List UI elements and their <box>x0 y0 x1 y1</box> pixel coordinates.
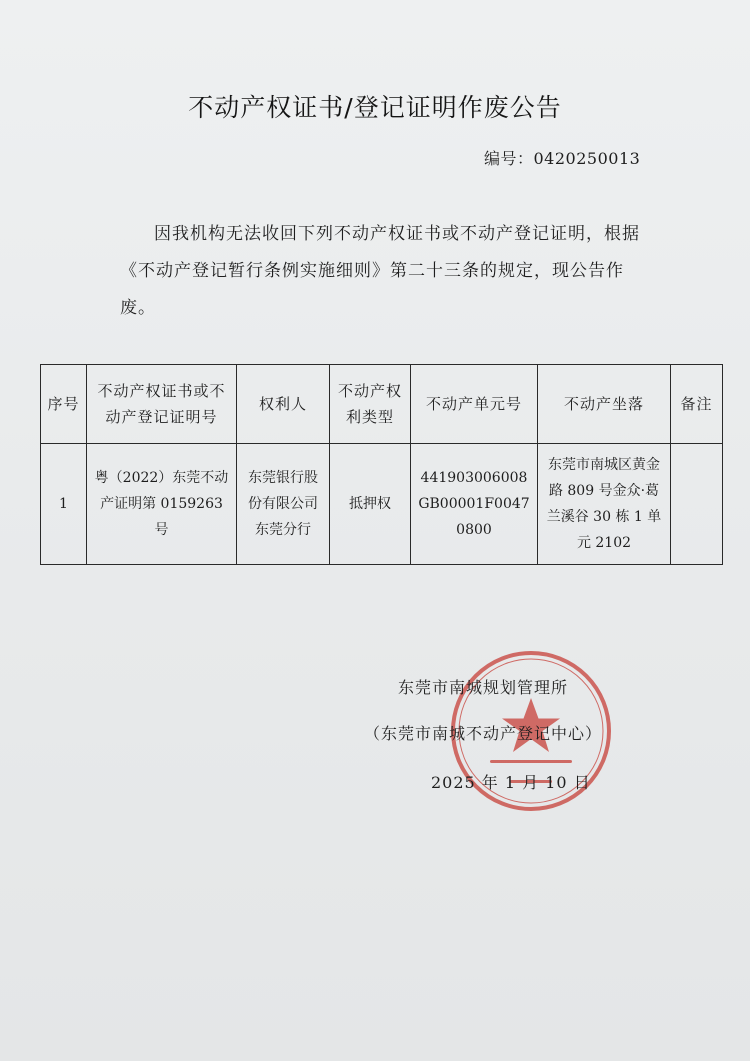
cell-holder: 东莞银行股份有限公司东莞分行 <box>237 444 330 565</box>
document-number: 编号：0420250013 <box>484 149 641 168</box>
records-table <box>40 364 723 565</box>
issuing-organization: 东莞市南城规划管理所 <box>398 678 569 697</box>
cell-unit-no: 441903006008GB00001F00470800 <box>411 444 538 565</box>
page-title: 不动产权证书/登记证明作废公告 <box>188 93 562 122</box>
registration-center: （东莞市南城不动产登记中心） <box>364 724 603 743</box>
header-cert-no: 不动产权证书或不动产登记证明号 <box>87 365 237 444</box>
header-unit-no: 不动产单元号 <box>411 365 538 444</box>
cell-seq: 1 <box>41 444 87 565</box>
header-remark: 备注 <box>671 365 723 444</box>
header-seq: 序号 <box>41 365 87 444</box>
header-holder: 权利人 <box>237 365 330 444</box>
header-location: 不动产坐落 <box>538 365 671 444</box>
issue-date: 2025 年 1 月 10 日 <box>431 773 591 792</box>
header-right-type: 不动产权利类型 <box>330 365 411 444</box>
cell-right-type: 抵押权 <box>330 444 411 565</box>
notice-body: 因我机构无法收回下列不动产权证书或不动产登记证明，根据《不动产登记暂行条例实施细则》第二十三条的规定，现公告作废。 <box>120 224 640 318</box>
cell-location: 东莞市南城区黄金路 809 号金众·葛兰溪谷 30 栋 1 单元 2102 <box>538 444 671 565</box>
cell-cert-no: 粤（2022）东莞不动产证明第 0159263 号 <box>87 444 237 565</box>
table-row <box>41 444 723 565</box>
seal-text-band <box>490 760 572 763</box>
cell-remark <box>671 444 723 565</box>
table-header-row <box>41 365 723 444</box>
